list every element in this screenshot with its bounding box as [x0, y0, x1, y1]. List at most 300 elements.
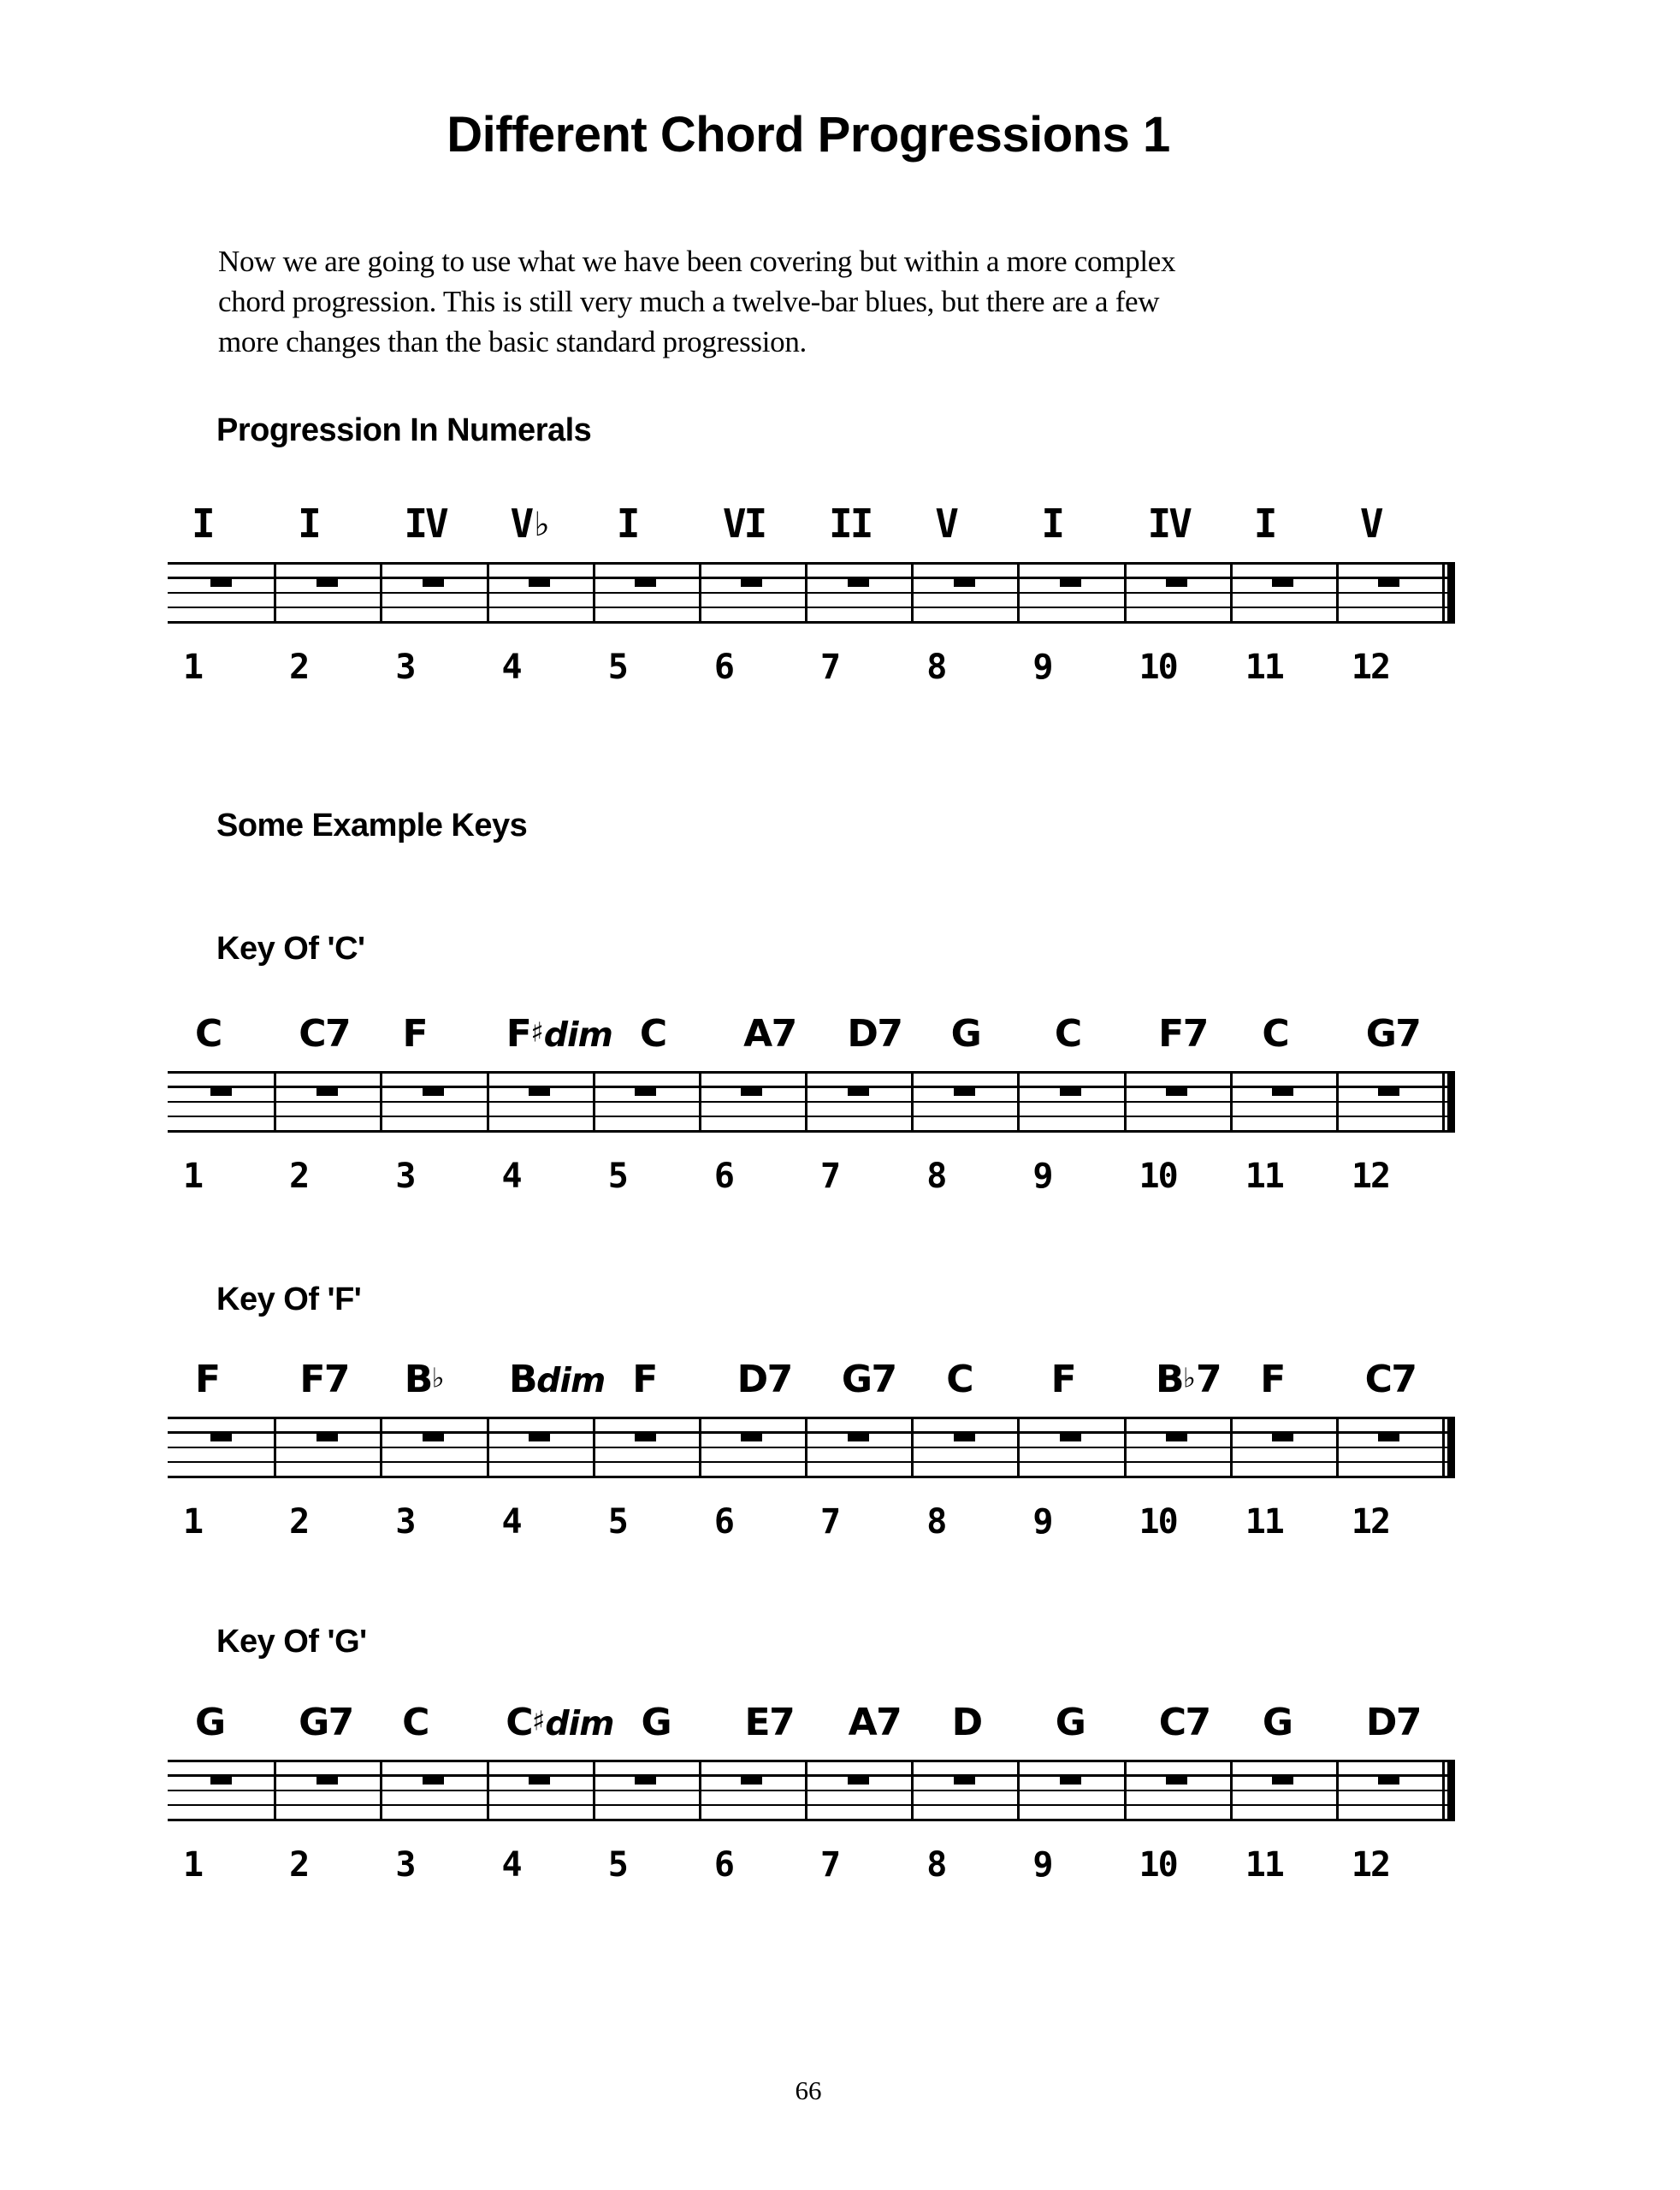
measure-rest-cell: [805, 1086, 911, 1096]
barline: [1336, 562, 1339, 624]
bar-number: 4: [501, 1157, 521, 1196]
bar-number-cell: [487, 648, 593, 690]
final-barline-thick: [1447, 1071, 1455, 1133]
barline: [699, 1417, 701, 1478]
whole-rest-icon: [529, 1774, 550, 1785]
staff-line: [168, 1790, 1455, 1792]
whole-rest-icon: [423, 577, 444, 587]
measure-label-cell: [805, 498, 911, 546]
measure-label-cell: [380, 498, 486, 546]
bar-number: 3: [395, 1502, 415, 1542]
bar-number-cell: [1124, 1846, 1230, 1887]
barline: [380, 1760, 382, 1821]
measure-rest-cell: [1124, 1774, 1230, 1785]
staff-line: [168, 1130, 1455, 1133]
bar-number: 1: [183, 1845, 203, 1885]
accidental-sign: ♯: [530, 1016, 544, 1048]
whole-rest-icon: [1378, 1086, 1399, 1096]
page-number: 66: [795, 2075, 822, 2105]
numeral-label: II: [829, 500, 872, 548]
measure-label-cell: [1235, 1696, 1339, 1743]
measure-rest-cell: [593, 577, 699, 587]
chord-label: F: [1050, 1357, 1076, 1401]
chord-label: C: [946, 1357, 973, 1401]
whole-rest-icon: [741, 1774, 762, 1785]
measure-rest-cell: [487, 1086, 593, 1096]
bar-number-cell: [1124, 1503, 1230, 1544]
bar-number: 3: [395, 648, 415, 687]
whole-rest-icon: [1060, 1431, 1081, 1441]
chord-label: C: [402, 1700, 429, 1744]
bar-number-cell: [911, 1846, 1017, 1887]
measure-rest-cell: [1230, 1431, 1336, 1441]
chord-label: F: [1260, 1357, 1285, 1401]
bar-number-cell: [805, 1157, 911, 1199]
chord-label: C7: [299, 1011, 351, 1056]
bar-number-cell: [805, 1503, 911, 1544]
bar-number-cell: [911, 648, 1017, 690]
whole-rest-icon: [423, 1086, 444, 1096]
chord-label-row: [168, 1696, 1442, 1743]
accidental-sign: ♭: [531, 504, 553, 546]
measure-label-cell: [699, 498, 805, 546]
measure-label-cell: [1028, 1696, 1132, 1743]
barline: [487, 1417, 489, 1478]
whole-rest-icon: [423, 1774, 444, 1785]
numeral-label: IV: [1147, 500, 1190, 548]
bar-number-row: [168, 1157, 1442, 1199]
measure-label-cell: [482, 1352, 605, 1400]
chord-label: G: [195, 1700, 225, 1744]
chord-label: F7: [299, 1357, 350, 1401]
final-barline-thin: [1442, 1760, 1445, 1821]
whole-rest-icon: [741, 577, 762, 587]
bar-number: 1: [183, 1157, 203, 1196]
bar-number-cell: [487, 1157, 593, 1199]
whole-rest-icon: [1166, 1774, 1187, 1785]
measure-label-cell: [479, 1007, 612, 1055]
chord-label: G7: [841, 1357, 896, 1401]
chord-label: D7: [736, 1357, 792, 1401]
chord-label: G7: [1365, 1011, 1421, 1056]
measure-label-cell: [1339, 1696, 1442, 1743]
numeral-label: VI: [722, 500, 766, 548]
bar-number: 10: [1139, 648, 1177, 687]
whole-rest-icon: [210, 1086, 232, 1096]
bar-number-cell: [168, 1846, 274, 1887]
chord-label: C: [639, 1011, 666, 1056]
measure-label-cell: [1336, 498, 1442, 546]
whole-rest-icon: [1378, 1431, 1399, 1441]
whole-rest-icon: [635, 1086, 656, 1096]
accidental-sign: ♭: [1182, 1362, 1196, 1394]
chord-label: F: [195, 1357, 220, 1401]
bar-number-cell: [593, 648, 699, 690]
staff-line: [168, 1804, 1455, 1807]
whole-rest-icon: [848, 1086, 869, 1096]
numeral-label: I: [1253, 500, 1275, 548]
bar-number-row: [168, 648, 1442, 690]
bar-number: 4: [501, 1502, 521, 1542]
chord-label-row: [168, 1352, 1442, 1400]
barline: [593, 1760, 595, 1821]
bar-number: 8: [926, 648, 946, 687]
measure-rest-cell: [1336, 1431, 1442, 1441]
barline: [1017, 1417, 1020, 1478]
staff-line: [168, 592, 1455, 595]
barline: [911, 562, 914, 624]
dim-suffix: dim: [536, 1360, 606, 1400]
bar-number-cell: [699, 1157, 805, 1199]
bar-number-cell: [699, 1846, 805, 1887]
bar-number: 7: [820, 1157, 840, 1196]
measure-rest-cell: [805, 577, 911, 587]
heading-key-of-f: Key Of 'F': [216, 1281, 362, 1317]
bar-number-cell: [274, 648, 380, 690]
measure-label-cell: [168, 1696, 271, 1743]
staff-line: [168, 1819, 1455, 1821]
whole-rest-icon: [316, 1086, 338, 1096]
bar-number-cell: [380, 1157, 486, 1199]
staff-system-key-of-c: [168, 1007, 1455, 1205]
bar-number: 5: [607, 1502, 627, 1542]
barline: [593, 562, 595, 624]
bar-number-cell: [1336, 648, 1442, 690]
bar-number-cell: [274, 1157, 380, 1199]
whole-rest-icon: [954, 1086, 975, 1096]
measure-rest-cell: [274, 1774, 380, 1785]
bar-number: 2: [289, 1845, 309, 1885]
measure-label-cell: [1124, 498, 1230, 546]
staff-line: [168, 621, 1455, 624]
bar-number: 10: [1139, 1502, 1177, 1542]
whole-rest-icon: [635, 1431, 656, 1441]
bar-number-cell: [699, 648, 805, 690]
measure-label-cell: [924, 1007, 1027, 1055]
bar-number: 3: [395, 1845, 415, 1885]
numeral-label: I: [1041, 500, 1063, 548]
bar-number-cell: [1230, 1503, 1336, 1544]
measure-label-cell: [919, 1352, 1023, 1400]
staff-line: [168, 1476, 1455, 1478]
numeral-label: V♭: [510, 500, 553, 548]
staff-line: [168, 607, 1455, 609]
bar-number-cell: [168, 1503, 274, 1544]
final-barline-thick: [1447, 1760, 1455, 1821]
measure-label-cell: [272, 1352, 376, 1400]
bar-number-cell: [274, 1503, 380, 1544]
bar-number-cell: [380, 1846, 486, 1887]
bar-number-cell: [168, 648, 274, 690]
bar-number: 1: [183, 1502, 203, 1542]
whole-rest-icon: [635, 577, 656, 587]
measure-rest-cell: [593, 1431, 699, 1441]
whole-rest-icon: [1166, 1086, 1187, 1096]
bar-number-row: [168, 1503, 1442, 1544]
barline: [1336, 1760, 1339, 1821]
measure-rest-cell: [1017, 577, 1123, 587]
whole-rest-icon: [210, 1774, 232, 1785]
bar-number: 3: [395, 1157, 415, 1196]
bar-number-cell: [380, 648, 486, 690]
barline: [1336, 1071, 1339, 1133]
measure-label-cell: [271, 1007, 375, 1055]
measure-label-cell: [814, 1352, 919, 1400]
whole-rest-icon: [954, 1431, 975, 1441]
bar-number-cell: [805, 648, 911, 690]
bar-number: 6: [713, 1157, 733, 1196]
heading-key-of-c: Key Of 'C': [216, 931, 365, 967]
numeral-label: IV: [404, 500, 447, 548]
measure-label-cell: [1027, 1007, 1131, 1055]
staff-line: [168, 1760, 1455, 1762]
barline: [911, 1071, 914, 1133]
bar-number-cell: [487, 1846, 593, 1887]
bar-number-cell: [1336, 1503, 1442, 1544]
barline: [1017, 1071, 1020, 1133]
rest-row: [168, 1086, 1442, 1096]
bar-number-cell: [1124, 648, 1230, 690]
whole-rest-icon: [1166, 577, 1187, 587]
chord-label: F♯dim: [506, 1011, 612, 1056]
measure-rest-cell: [1336, 1774, 1442, 1785]
measure-label-cell: [1338, 1352, 1442, 1400]
whole-rest-icon: [848, 1774, 869, 1785]
chord-label: G: [1055, 1700, 1085, 1744]
barline: [1336, 1417, 1339, 1478]
barline: [1124, 562, 1127, 624]
whole-rest-icon: [210, 577, 232, 587]
bar-number: 12: [1351, 1157, 1390, 1196]
staff-line: [168, 1116, 1455, 1118]
bar-number: 9: [1032, 1845, 1052, 1885]
bar-number-cell: [380, 1503, 486, 1544]
measure-rest-cell: [380, 1431, 486, 1441]
bar-number: 2: [289, 648, 309, 687]
measure-label-cell: [168, 498, 274, 546]
bar-number: 12: [1351, 648, 1390, 687]
bar-number: 2: [289, 1157, 309, 1196]
bar-number: 5: [607, 648, 627, 687]
measure-rest-cell: [168, 1431, 274, 1441]
barline: [487, 562, 489, 624]
measure-label-cell: [376, 1007, 479, 1055]
staff-line: [168, 562, 1455, 565]
measure-label-cell: [274, 498, 380, 546]
chord-label: C7: [1158, 1700, 1210, 1744]
bar-number: 6: [713, 648, 733, 687]
bar-number: 7: [820, 1502, 840, 1542]
measure-rest-cell: [1017, 1431, 1123, 1441]
measure-rest-cell: [805, 1774, 911, 1785]
bar-number: 7: [820, 648, 840, 687]
chord-label: C♯dim: [506, 1700, 614, 1744]
measure-rest-cell: [699, 1086, 805, 1096]
bar-number: 12: [1351, 1845, 1390, 1885]
final-barline-thick: [1447, 562, 1455, 624]
bar-number: 9: [1032, 1502, 1052, 1542]
bar-number: 8: [926, 1502, 946, 1542]
staff-line: [168, 1417, 1455, 1419]
chord-label: E7: [744, 1700, 795, 1744]
final-barline-thin: [1442, 1071, 1445, 1133]
chord-label: D7: [847, 1011, 902, 1056]
barline: [699, 562, 701, 624]
intro-line: more changes than the basic standard progression.: [218, 325, 807, 358]
measure-rest-cell: [1017, 1086, 1123, 1096]
measure-label-cell: [821, 1696, 925, 1743]
bar-number-cell: [1336, 1846, 1442, 1887]
measure-rest-cell: [487, 1774, 593, 1785]
bar-number-cell: [274, 1846, 380, 1887]
whole-rest-icon: [741, 1431, 762, 1441]
bar-number: 6: [713, 1502, 733, 1542]
bar-number: 4: [501, 648, 521, 687]
staff-system-numerals: [168, 498, 1455, 696]
bar-number-cell: [1124, 1157, 1230, 1199]
barline: [1230, 1760, 1233, 1821]
heading-progression-in-numerals: Progression In Numerals: [216, 412, 592, 448]
measure-label-cell: [377, 1352, 482, 1400]
measure-label-cell: [1233, 1352, 1337, 1400]
bar-number-cell: [593, 1503, 699, 1544]
whole-rest-icon: [423, 1431, 444, 1441]
bar-number: 11: [1245, 648, 1283, 687]
page-title: Different Chord Progressions 1: [447, 107, 1170, 163]
whole-rest-icon: [529, 1086, 550, 1096]
barline: [805, 1071, 807, 1133]
bar-number: 2: [289, 1502, 309, 1542]
measure-label-cell: [612, 1007, 716, 1055]
whole-rest-icon: [1378, 1774, 1399, 1785]
bar-number: 8: [926, 1157, 946, 1196]
bar-number-cell: [168, 1157, 274, 1199]
bar-number-row: [168, 1846, 1442, 1887]
measure-label-cell: [925, 1696, 1028, 1743]
bar-number-cell: [487, 1503, 593, 1544]
measure-rest-cell: [274, 1086, 380, 1096]
whole-rest-icon: [316, 1431, 338, 1441]
measure-rest-cell: [380, 577, 486, 587]
staff-line: [168, 1461, 1455, 1464]
measure-label-cell: [478, 1696, 613, 1743]
barline: [911, 1760, 914, 1821]
measure-rest-cell: [911, 1086, 1017, 1096]
barline: [380, 1071, 382, 1133]
whole-rest-icon: [1272, 1086, 1293, 1096]
barline: [274, 562, 276, 624]
measure-rest-cell: [168, 1086, 274, 1096]
staff-system-key-of-f: [168, 1352, 1455, 1551]
chord-label: B♭7: [1155, 1357, 1222, 1401]
barline: [593, 1071, 595, 1133]
bar-number: 8: [926, 1845, 946, 1885]
bar-number-cell: [1336, 1157, 1442, 1199]
measure-rest-cell: [487, 1431, 593, 1441]
bar-number: 5: [607, 1845, 627, 1885]
measure-rest-cell: [593, 1774, 699, 1785]
measure-rest-cell: [699, 577, 805, 587]
barline: [911, 1417, 914, 1478]
measure-label-cell: [1230, 498, 1336, 546]
bar-number: 4: [501, 1845, 521, 1885]
staff-line: [168, 1447, 1455, 1449]
barline: [805, 1417, 807, 1478]
staff: [168, 1071, 1455, 1133]
chord-label: D: [951, 1700, 982, 1744]
whole-rest-icon: [954, 1774, 975, 1785]
accidental-sign: ♭: [431, 1362, 445, 1394]
staff-system-key-of-g: [168, 1696, 1455, 1894]
barline: [1230, 1071, 1233, 1133]
measure-rest-cell: [1336, 577, 1442, 587]
barline: [274, 1417, 276, 1478]
measure-rest-cell: [380, 1774, 486, 1785]
bar-number: 10: [1139, 1157, 1177, 1196]
whole-rest-icon: [1060, 577, 1081, 587]
whole-rest-icon: [529, 1431, 550, 1441]
rest-row: [168, 1774, 1442, 1785]
measure-label-cell: [1017, 498, 1123, 546]
measure-label-cell: [716, 1007, 819, 1055]
bar-number-cell: [911, 1157, 1017, 1199]
measure-rest-cell: [380, 1086, 486, 1096]
measure-label-cell: [487, 498, 593, 546]
chord-label: Bdim: [509, 1357, 606, 1401]
measure-rest-cell: [168, 577, 274, 587]
bar-number-cell: [1230, 648, 1336, 690]
numeral-label: V: [1359, 500, 1381, 548]
measure-label-cell: [593, 498, 699, 546]
bar-number: 7: [820, 1845, 840, 1885]
measure-rest-cell: [1124, 1431, 1230, 1441]
bar-number-cell: [593, 1157, 699, 1199]
measure-rest-cell: [1124, 577, 1230, 587]
barline: [380, 562, 382, 624]
measure-rest-cell: [1230, 1086, 1336, 1096]
chord-label: A7: [848, 1700, 902, 1744]
heading-some-example-keys: Some Example Keys: [216, 808, 528, 843]
bar-number: 9: [1032, 1157, 1052, 1196]
measure-rest-cell: [699, 1774, 805, 1785]
barline: [593, 1417, 595, 1478]
whole-rest-icon: [210, 1431, 232, 1441]
numeral-label: I: [192, 500, 213, 548]
measure-rest-cell: [911, 1774, 1017, 1785]
intro-line: chord progression. This is still very much a twelve-bar blues, but there are a few: [218, 285, 1160, 318]
whole-rest-icon: [316, 577, 338, 587]
measure-rest-cell: [699, 1431, 805, 1441]
measure-rest-cell: [1336, 1086, 1442, 1096]
staff-line: [168, 1071, 1455, 1074]
bar-number-cell: [1230, 1157, 1336, 1199]
barline: [274, 1071, 276, 1133]
rest-row: [168, 577, 1442, 587]
measure-label-cell: [1132, 1696, 1235, 1743]
chord-label: C: [195, 1011, 222, 1056]
intro-line: Now we are going to use what we have been covering but within a more complex: [218, 245, 1176, 278]
final-barline-thin: [1442, 1417, 1445, 1478]
numeral-label: I: [616, 500, 638, 548]
barline: [274, 1760, 276, 1821]
bar-number-cell: [1017, 648, 1123, 690]
measure-label-cell: [911, 498, 1017, 546]
staff: [168, 1760, 1455, 1821]
barline: [805, 1760, 807, 1821]
bar-number: 9: [1032, 648, 1052, 687]
bar-number: 11: [1245, 1502, 1283, 1542]
measure-rest-cell: [1017, 1774, 1123, 1785]
